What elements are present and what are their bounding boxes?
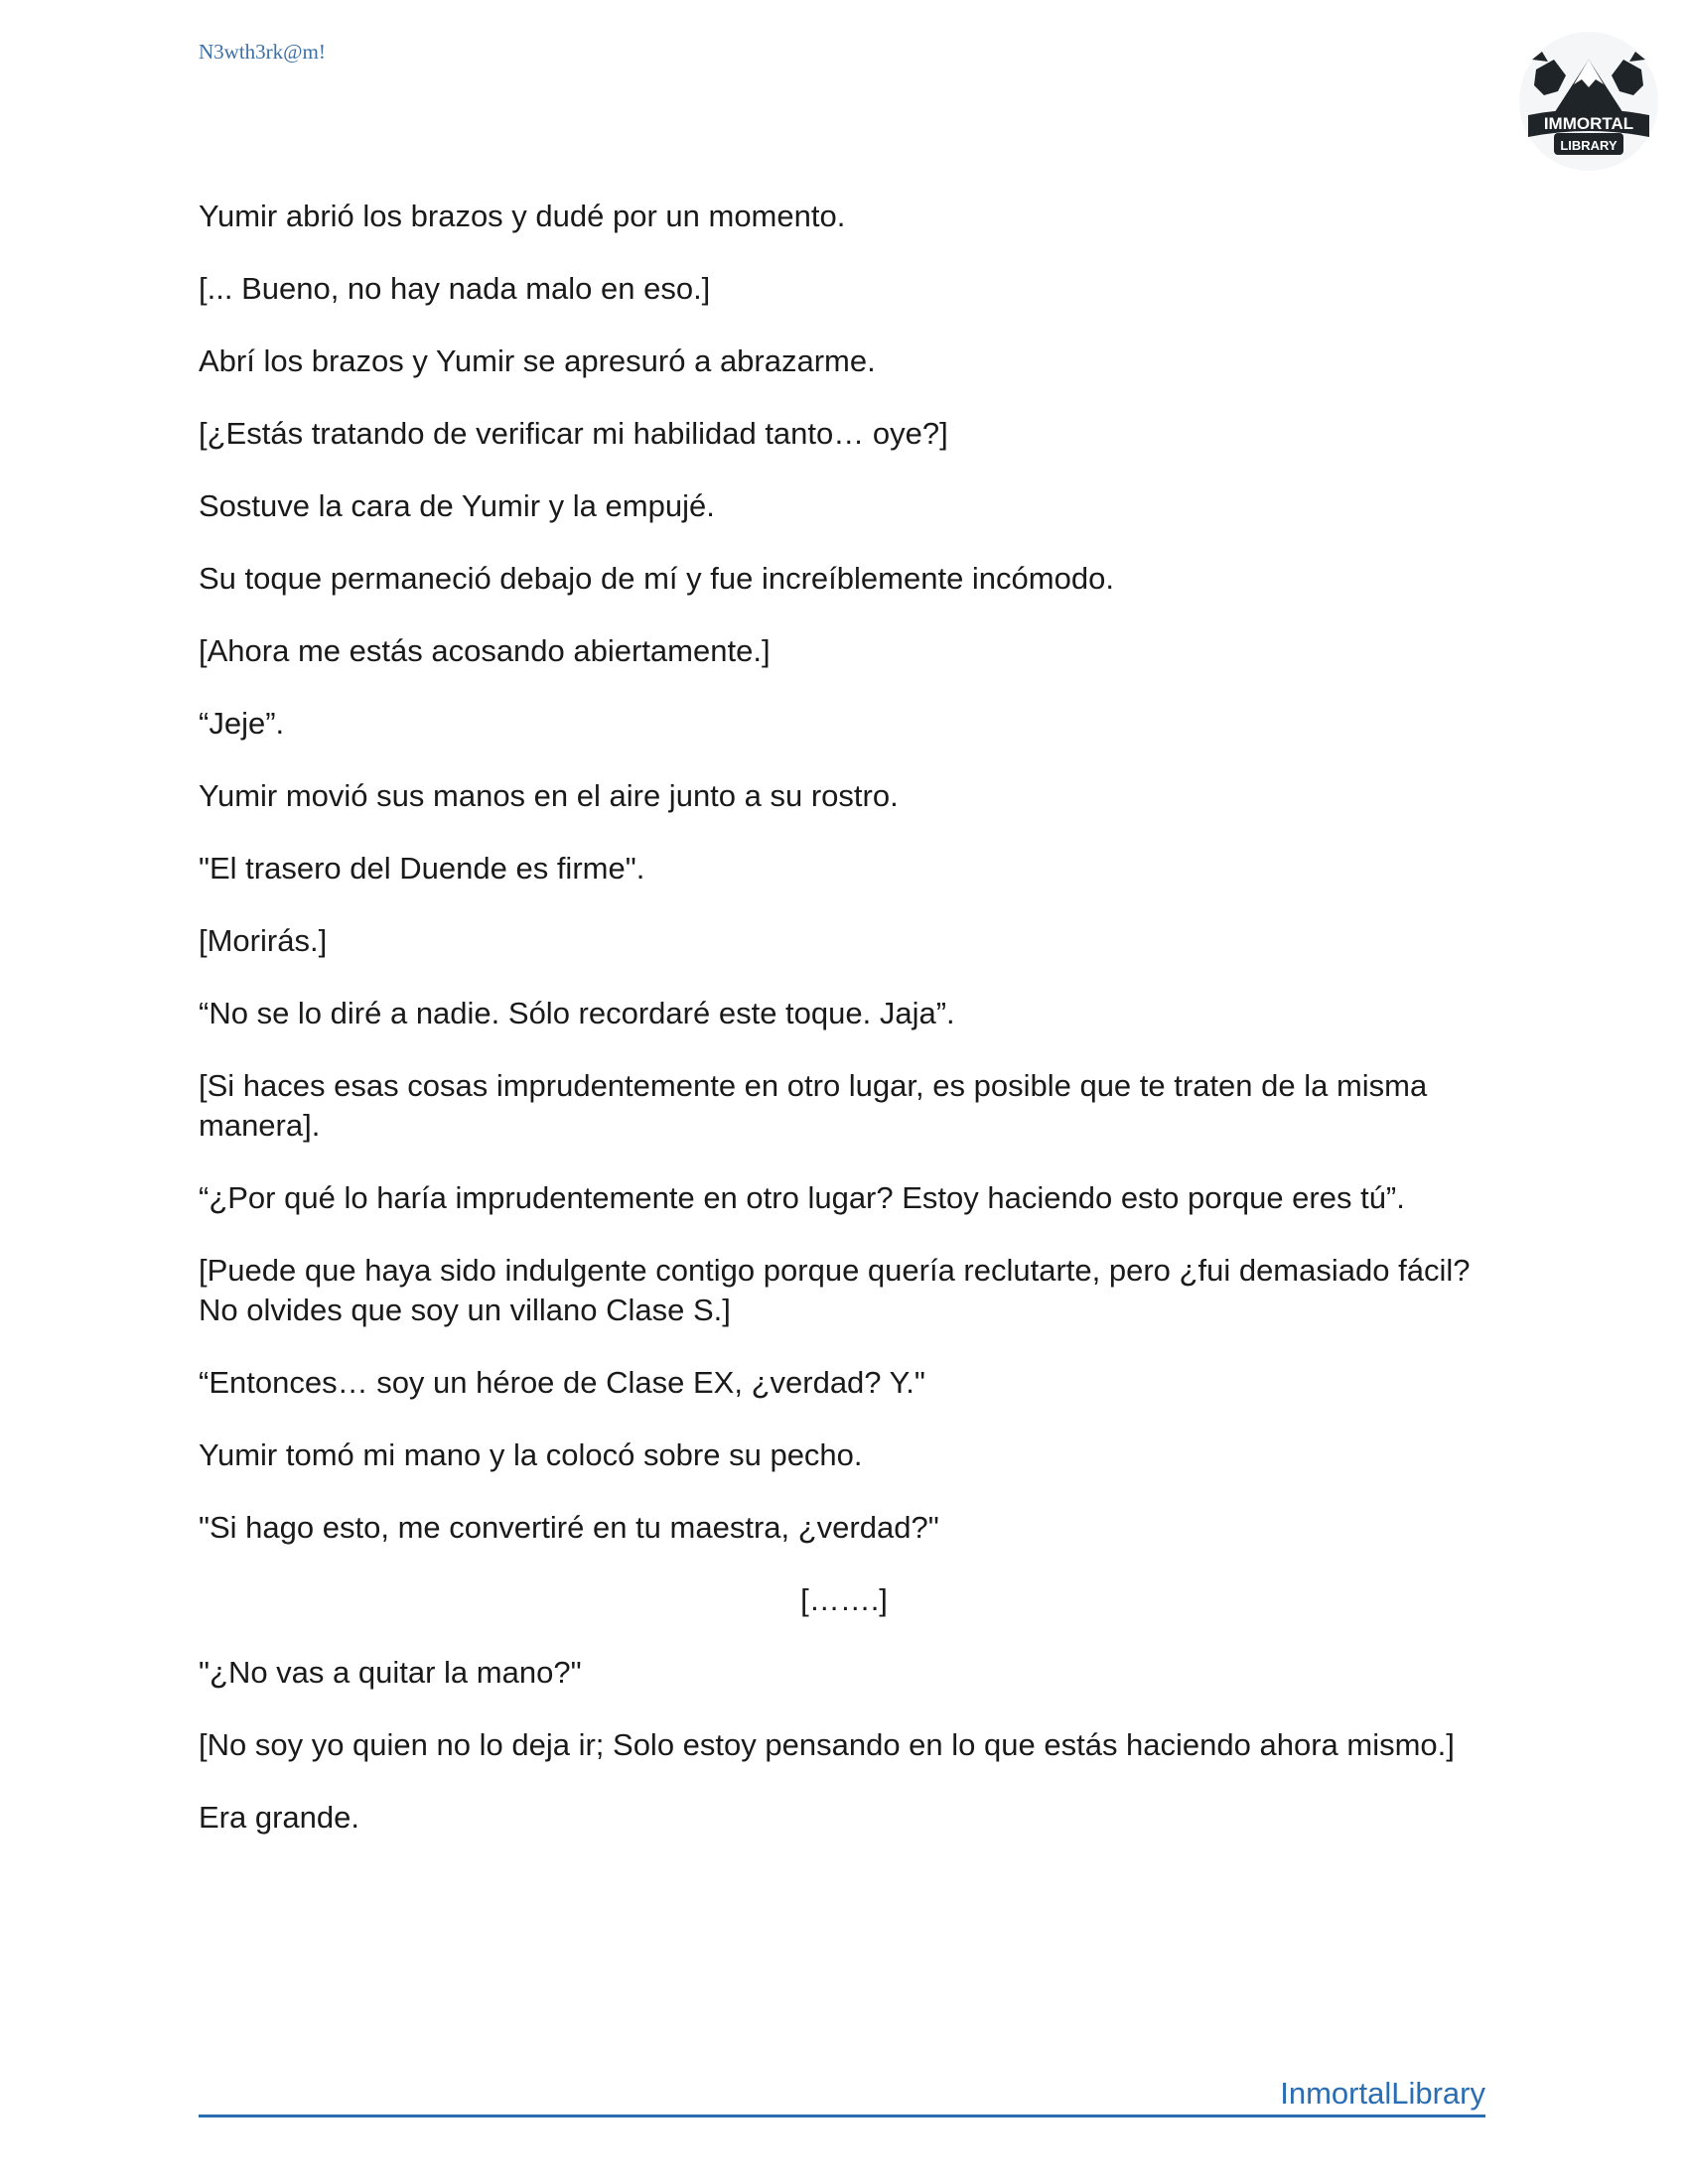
- paragraph: Era grande.: [199, 1800, 359, 1835]
- logo-line1: IMMORTAL: [1543, 114, 1634, 133]
- scene-break: […….]: [800, 1582, 888, 1617]
- paragraph: Yumir movió sus manos en el aire junto a su rostro.: [199, 778, 899, 813]
- paragraph: [... Bueno, no hay nada malo en eso.]: [199, 271, 711, 306]
- paragraph: Sostuve la cara de Yumir y la empujé.: [199, 488, 715, 523]
- paragraph: [Puede que haya sido indulgente contigo porque quería reclutarte, pero ¿fui demasiado fácil? No olvides que soy un villano Clase S.]: [199, 1253, 1471, 1327]
- paragraph: [¿Estás tratando de verificar mi habilidad tanto… oye?]: [199, 416, 948, 451]
- paragraph: Yumir tomó mi mano y la colocó sobre su pecho.: [199, 1437, 863, 1472]
- paragraph: [Morirás.]: [199, 923, 328, 958]
- paragraph: [No soy yo quien no lo deja ir; Solo estoy pensando en lo que estás haciendo ahora mismo.]: [199, 1727, 1455, 1762]
- paragraph: Abrí los brazos y Yumir se apresuró a abrazarme.: [199, 343, 876, 378]
- page-footer: [199, 2075, 1485, 2117]
- immortal-library-logo-icon: [1514, 30, 1663, 179]
- header-watermark: N3wth3rk@m!: [199, 40, 326, 64]
- paragraph: "El trasero del Duende es firme".: [199, 851, 645, 886]
- footer-link[interactable]: InmortalLibrary: [1280, 2076, 1485, 2111]
- paragraph: “Jeje”.: [199, 706, 285, 741]
- paragraph: “¿Por qué lo haría imprudentemente en otro lugar? Estoy haciendo esto porque eres tú”.: [199, 1180, 1405, 1215]
- paragraph: [Ahora me estás acosando abiertamente.]: [199, 633, 771, 668]
- paragraph: "¿No vas a quitar la mano?": [199, 1655, 582, 1690]
- paragraph: Yumir abrió los brazos y dudé por un momento.: [199, 199, 846, 233]
- paragraph: Su toque permaneció debajo de mí y fue increíblemente incómodo.: [199, 561, 1114, 596]
- chapter-body: [199, 197, 1489, 1870]
- logo-graphic: [1514, 30, 1663, 179]
- logo-line2: LIBRARY: [1560, 138, 1618, 153]
- paragraph: [Si haces esas cosas imprudentemente en otro lugar, es posible que te traten de la misma manera].: [199, 1068, 1428, 1143]
- paragraph: “No se lo diré a nadie. Sólo recordaré este toque. Jaja”.: [199, 996, 955, 1030]
- paragraph: “Entonces… soy un héroe de Clase EX, ¿verdad? Y.": [199, 1365, 925, 1400]
- paragraph: "Si hago esto, me convertiré en tu maestra, ¿verdad?": [199, 1510, 939, 1545]
